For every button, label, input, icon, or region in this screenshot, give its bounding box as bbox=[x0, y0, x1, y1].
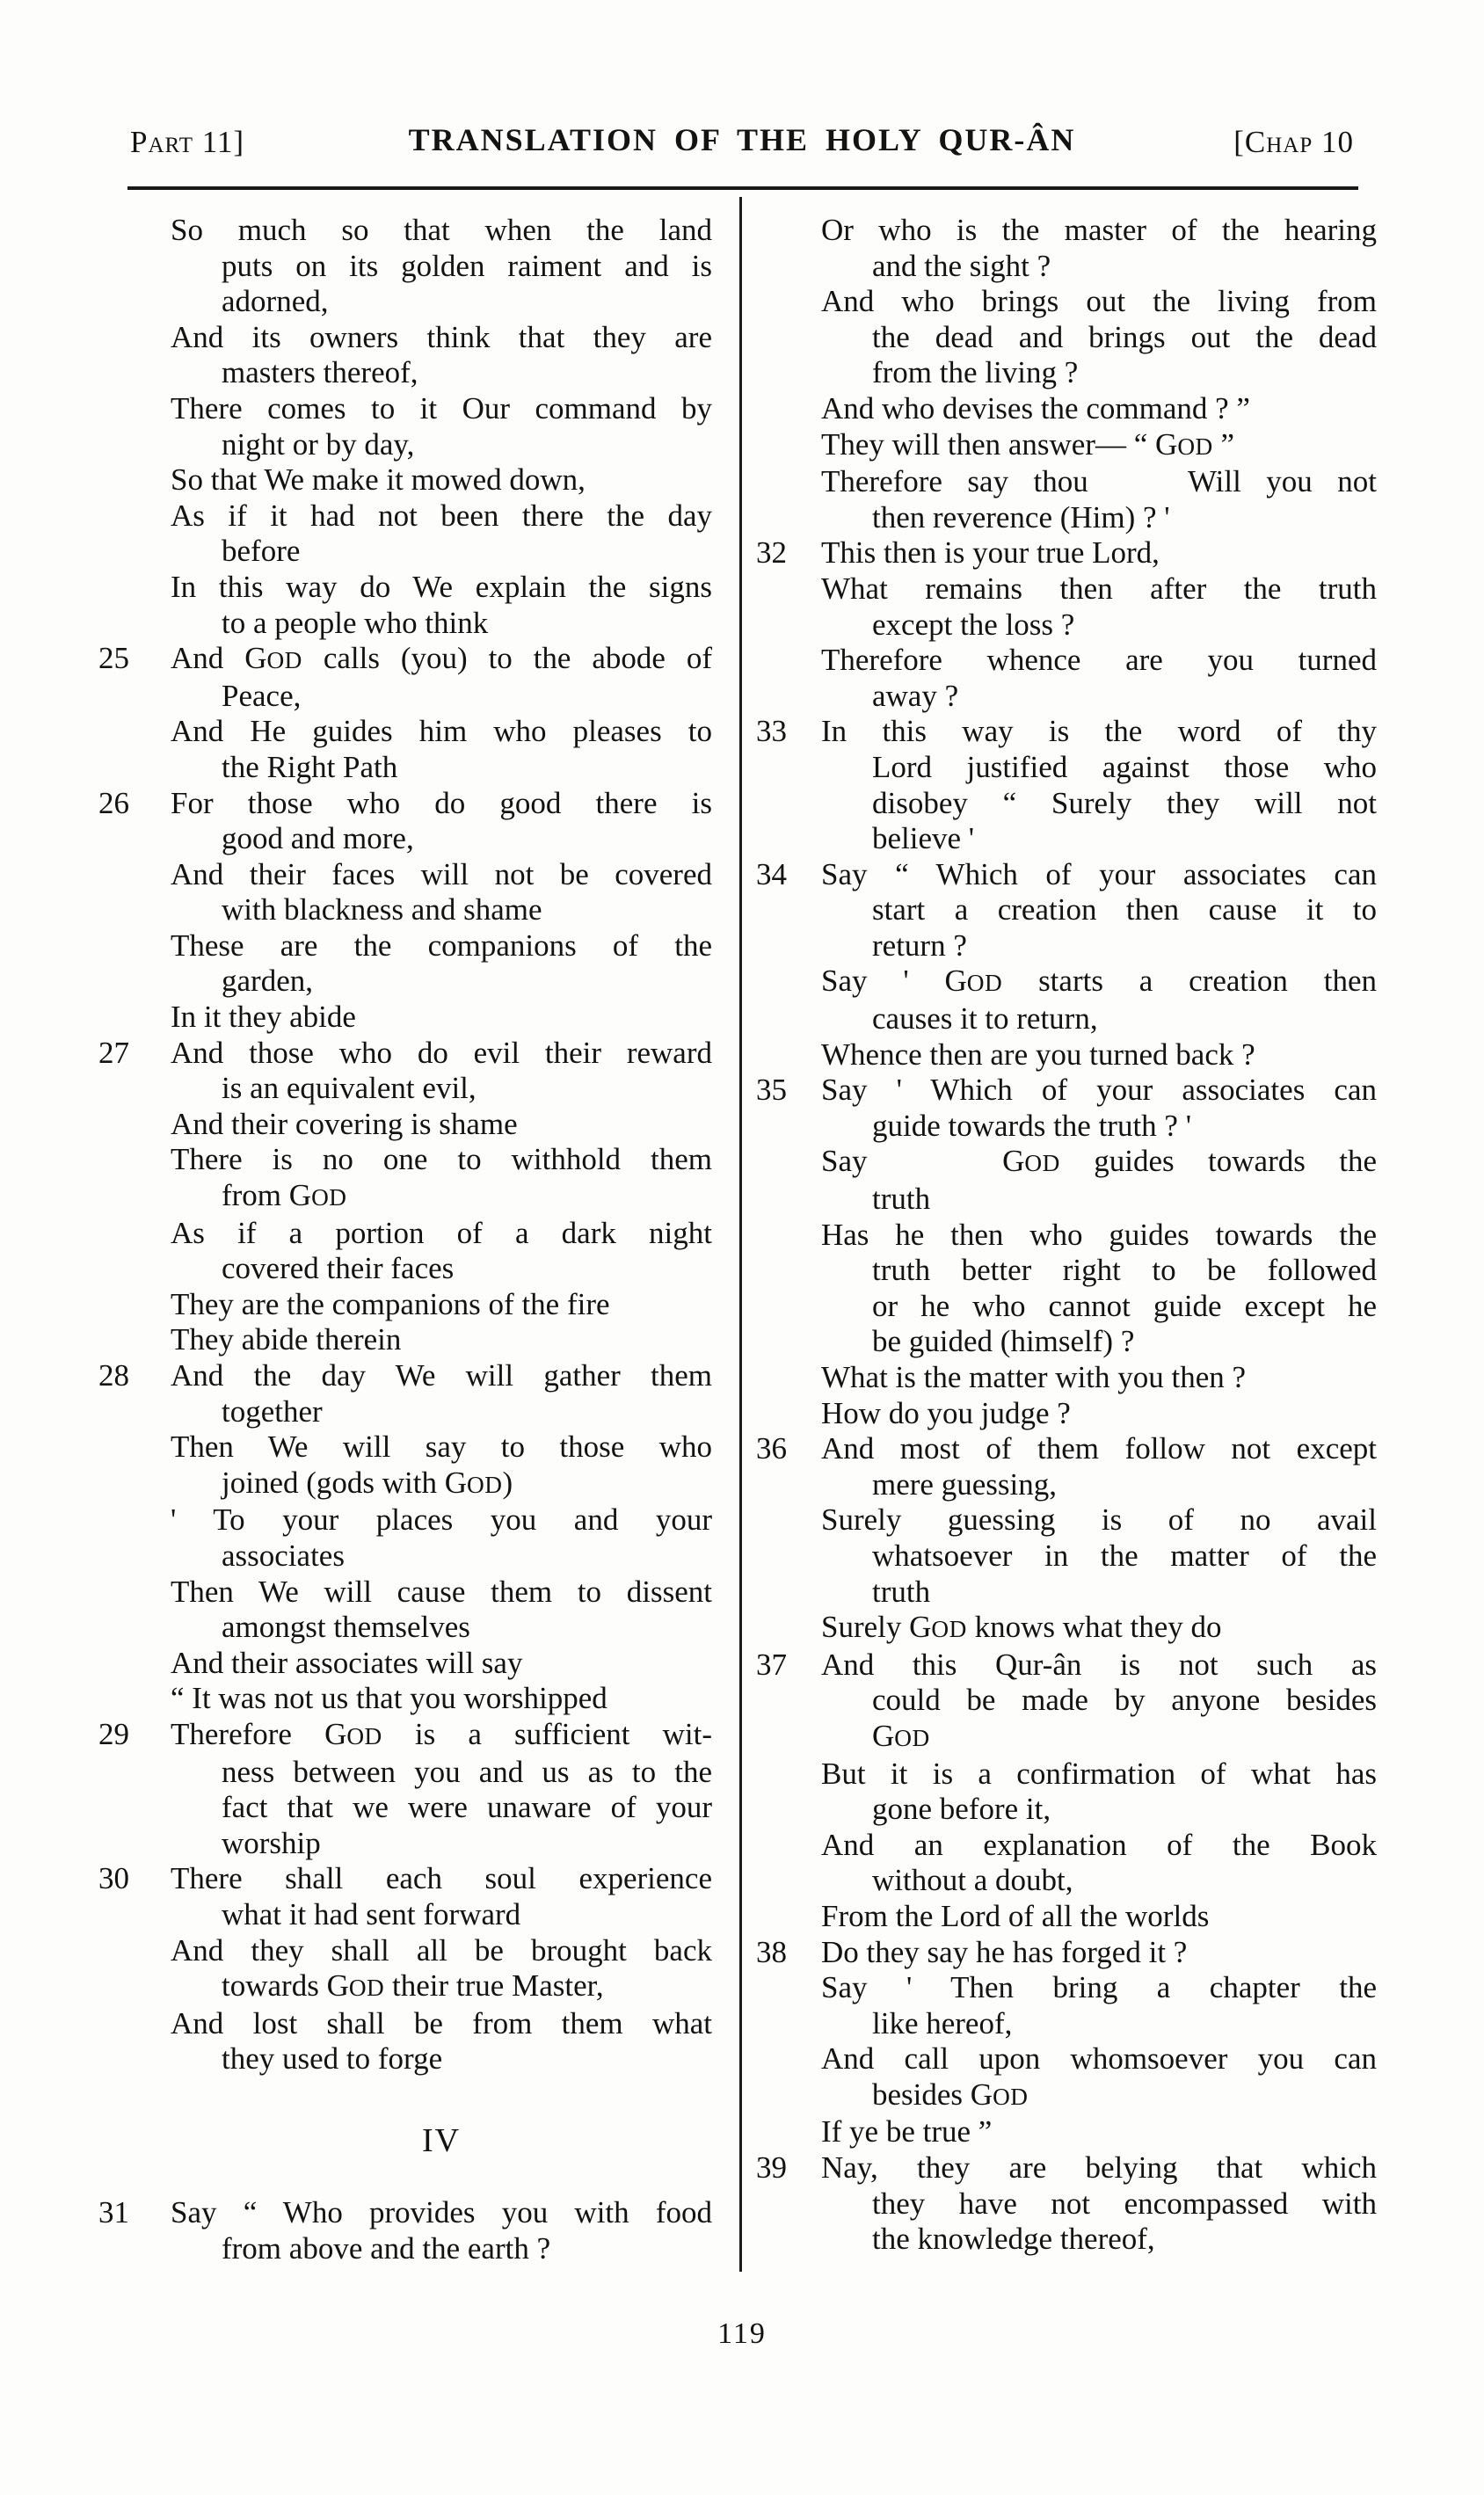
verse-line: associates bbox=[222, 1538, 345, 1573]
verse-line: What remains then after the truth bbox=[821, 571, 1377, 606]
verse-line: together bbox=[222, 1393, 323, 1429]
verse-line: then reverence (Him) ? ' bbox=[872, 499, 1170, 535]
header-part-label: Part 11] bbox=[130, 125, 245, 159]
verse-number: 33 bbox=[756, 714, 787, 749]
verse-line: start a creation then cause it to bbox=[872, 892, 1377, 927]
verse-line: worship bbox=[222, 1825, 321, 1860]
verse-line: What is the matter with you then ? bbox=[821, 1360, 1247, 1394]
verse-line: And an explanation of the Book bbox=[821, 1827, 1377, 1862]
verse-line: Lord justified against those who bbox=[872, 749, 1377, 784]
verse-line: Say ' Then bring a chapter the bbox=[821, 1970, 1377, 2005]
verse-line: 38 Do they say he has forged it ? bbox=[756, 1934, 1188, 1969]
verse-number: 26 bbox=[98, 785, 129, 820]
verse-line: There comes to it Our command by bbox=[171, 390, 712, 426]
small-caps-god: OD bbox=[993, 2083, 1029, 2110]
verse-line: with blackness and shame bbox=[222, 892, 542, 927]
verse-number: 32 bbox=[756, 535, 787, 571]
small-caps-god: OD bbox=[1024, 1150, 1060, 1177]
page-header bbox=[130, 120, 1354, 165]
verse-line: amongst themselves bbox=[222, 1610, 470, 1645]
verse-line: the Right Path bbox=[222, 749, 398, 784]
verse-line: truth bbox=[872, 1182, 931, 1217]
verse-line: And its owners think that they are bbox=[171, 319, 712, 354]
verse-line: 34 Say “ Which of your associates can bbox=[756, 856, 1377, 891]
verse-number: 27 bbox=[98, 1035, 129, 1070]
verse-line: mere guessing, bbox=[872, 1466, 1057, 1502]
verse-line: GOD bbox=[872, 1718, 930, 1753]
small-caps-god: OD bbox=[467, 1471, 503, 1498]
verse-line: or he who cannot guide except he bbox=[872, 1288, 1377, 1323]
verse-line: In it they abide bbox=[171, 1000, 356, 1035]
verse-line: fact that we were unaware of your bbox=[222, 1790, 712, 1825]
verse-line: they used to forge bbox=[222, 2041, 443, 2077]
verse-line: could be made by anyone besides bbox=[872, 1683, 1377, 1718]
verse-line: Say ' GOD starts a creation then bbox=[821, 964, 1377, 999]
verse-line: 37 And this Qur-ân is not such as bbox=[756, 1647, 1377, 1682]
verse-line: These are the companions of the bbox=[171, 927, 712, 963]
verse-line: causes it to return, bbox=[872, 1001, 1098, 1037]
verse-line: Surely GOD knows what they do bbox=[821, 1610, 1222, 1645]
verse-line: adorned, bbox=[222, 284, 329, 319]
verse-line: what it had sent forward bbox=[222, 1896, 521, 1931]
verse-line: 26 For those who do good there is bbox=[98, 785, 712, 820]
verse-line: besides GOD bbox=[872, 2077, 1029, 2112]
verse-number: 34 bbox=[756, 856, 787, 891]
verse-line: And call upon whomsoever you can bbox=[821, 2041, 1377, 2077]
verse-line: from the living ? bbox=[872, 355, 1079, 390]
verse-line: 35 Say ' Which of your associates can bbox=[756, 1073, 1377, 1108]
verse-line: truth bbox=[872, 1574, 931, 1609]
header-chapter-label: [Chap 10 bbox=[1233, 125, 1354, 159]
verse-number: 28 bbox=[98, 1358, 129, 1393]
verse-line: from above and the earth ? bbox=[222, 2231, 551, 2266]
verse-line: without a doubt, bbox=[872, 1863, 1073, 1898]
verse-line: before bbox=[222, 534, 301, 569]
verse-line: From the Lord of all the worlds bbox=[821, 1898, 1210, 1933]
verse-line: 36 And most of them follow not except bbox=[756, 1431, 1377, 1466]
verse-line: Therefore say thou Will you not bbox=[821, 464, 1377, 499]
verse-line: How do you judge ? bbox=[821, 1395, 1071, 1430]
verse-line: 32 This then is your true Lord, bbox=[756, 535, 1160, 571]
verse-line: In this way do We explain the signs bbox=[171, 569, 712, 604]
verse-number: 30 bbox=[98, 1861, 129, 1896]
section-heading: IV bbox=[421, 2121, 462, 2159]
verse-line: 33 In this way is the word of thy bbox=[756, 714, 1377, 749]
verse-line: And He guides him who pleases to bbox=[171, 714, 712, 749]
verse-line: They abide therein bbox=[171, 1322, 402, 1357]
verse-line: they have not encompassed with bbox=[872, 2186, 1377, 2221]
verse-line: puts on its golden raiment and is bbox=[222, 248, 712, 283]
verse-line: covered their faces bbox=[222, 1251, 455, 1286]
verse-line: ' To your places you and your bbox=[171, 1502, 712, 1538]
page-title: TRANSLATION OF THE HOLY QUR-ÂN bbox=[408, 122, 1076, 157]
small-caps-god: OD bbox=[348, 1975, 385, 2002]
verse-number: 29 bbox=[98, 1716, 129, 1751]
verse-line: And their associates will say bbox=[171, 1645, 523, 1680]
verse-line: Therefore whence are you turned bbox=[821, 643, 1377, 678]
verse-line: Or who is the master of the hearing bbox=[821, 213, 1377, 247]
verse-line: is an equivalent evil, bbox=[222, 1071, 476, 1106]
verse-line: As if a portion of a dark night bbox=[171, 1215, 712, 1250]
verse-line: They will then answer— “ GOD ” bbox=[821, 426, 1235, 462]
verse-line: 28 And the day We will gather them bbox=[98, 1358, 712, 1393]
verse-line: And their covering is shame bbox=[171, 1106, 518, 1141]
verse-line: And who devises the command ? ” bbox=[821, 390, 1250, 426]
verse-line: 25 And GOD calls (you) to the abode of bbox=[98, 641, 712, 676]
verse-line: And lost shall be from them what bbox=[171, 2005, 712, 2040]
verse-line: to a people who think bbox=[222, 605, 489, 640]
verse-line: except the loss ? bbox=[872, 607, 1075, 642]
verse-number: 31 bbox=[98, 2195, 129, 2230]
verse-number: 38 bbox=[756, 1934, 787, 1969]
verse-line: towards GOD their true Master, bbox=[222, 1968, 604, 2004]
verse-number: 25 bbox=[98, 641, 129, 676]
verse-line: 31 Say “ Who provides you with food bbox=[98, 2195, 712, 2230]
verse-line: Then We will say to those who bbox=[171, 1429, 712, 1465]
verse-line: 29 Therefore GOD is a sufficient wit- bbox=[98, 1716, 712, 1751]
page-number: 119 bbox=[717, 2317, 767, 2350]
verse-line: And their faces will not be covered bbox=[171, 856, 712, 891]
verse-line: truth better right to be followed bbox=[872, 1253, 1377, 1288]
verse-line: And they shall all be brought back bbox=[171, 1932, 712, 1968]
verse-line: like hereof, bbox=[872, 2005, 1013, 2040]
verse-line: gone before it, bbox=[872, 1792, 1051, 1827]
verse-line: They are the companions of the fire bbox=[171, 1286, 610, 1321]
verse-line: ness between you and us as to the bbox=[222, 1754, 712, 1789]
verse-line: If ye be true ” bbox=[821, 2114, 993, 2149]
verse-line: masters thereof, bbox=[222, 355, 418, 390]
verse-line: garden, bbox=[222, 964, 313, 999]
small-caps-god: OD bbox=[931, 1616, 967, 1643]
verse-line: good and more, bbox=[222, 821, 414, 856]
small-caps-god: OD bbox=[1177, 433, 1213, 460]
verse-number: 39 bbox=[756, 2150, 787, 2186]
verse-line: 30 There shall each soul experience bbox=[98, 1861, 712, 1896]
verse-line: the knowledge thereof, bbox=[872, 2222, 1155, 2257]
verse-line: But it is a confirmation of what has bbox=[821, 1756, 1377, 1791]
small-caps-god: OD bbox=[346, 1722, 382, 1749]
verse-line: whatsoever in the matter of the bbox=[872, 1538, 1377, 1573]
verse-line: be guided (himself) ? bbox=[872, 1324, 1135, 1359]
verse-line: disobey “ Surely they will not bbox=[872, 785, 1377, 820]
left-column bbox=[97, 213, 712, 2267]
verse-line: believe ' bbox=[872, 821, 975, 856]
verse-line: There is no one to withhold them bbox=[171, 1142, 712, 1177]
verse-number: 36 bbox=[756, 1431, 787, 1466]
verse-line: 27 And those who do evil their reward bbox=[98, 1035, 712, 1070]
verse-line: night or by day, bbox=[222, 426, 415, 462]
verse-line: from GOD bbox=[222, 1178, 347, 1213]
right-column bbox=[754, 213, 1377, 2258]
verse-line: return ? bbox=[872, 927, 967, 963]
verse-line: Then We will cause them to dissent bbox=[171, 1574, 712, 1609]
verse-line: Surely guessing is of no avail bbox=[821, 1502, 1377, 1538]
verse-line: So much so that when the land bbox=[171, 213, 712, 247]
small-caps-god: OD bbox=[894, 1724, 930, 1751]
verse-line: Say GOD guides towards the bbox=[821, 1144, 1378, 1179]
verse-line: away ? bbox=[872, 678, 959, 713]
verse-line: guide towards the truth ? ' bbox=[872, 1108, 1192, 1143]
verse-line: joined (gods with GOD) bbox=[222, 1465, 513, 1500]
verse-line: So that We make it mowed down, bbox=[171, 462, 586, 498]
header-rule bbox=[127, 186, 1358, 190]
verse-line: Peace, bbox=[222, 678, 302, 713]
verse-line: As if it had not been there the day bbox=[171, 498, 712, 533]
verse-line: the dead and brings out the dead bbox=[872, 319, 1377, 354]
verse-line: and the sight ? bbox=[872, 248, 1051, 283]
column-divider bbox=[739, 197, 742, 2272]
small-caps-god: OD bbox=[966, 970, 1003, 997]
verse-line: And who brings out the living from bbox=[821, 284, 1377, 319]
small-caps-god: OD bbox=[266, 647, 302, 674]
verse-line: 39 Nay, they are belying that which bbox=[756, 2150, 1377, 2186]
small-caps-god: OD bbox=[311, 1184, 347, 1211]
verse-line: “ It was not us that you worshipped bbox=[171, 1681, 607, 1716]
verse-number: 37 bbox=[756, 1647, 787, 1682]
verse-number: 35 bbox=[756, 1073, 787, 1108]
verse-line: Has he then who guides towards the bbox=[821, 1217, 1377, 1252]
verse-line: Whence then are you turned back ? bbox=[821, 1037, 1255, 1072]
